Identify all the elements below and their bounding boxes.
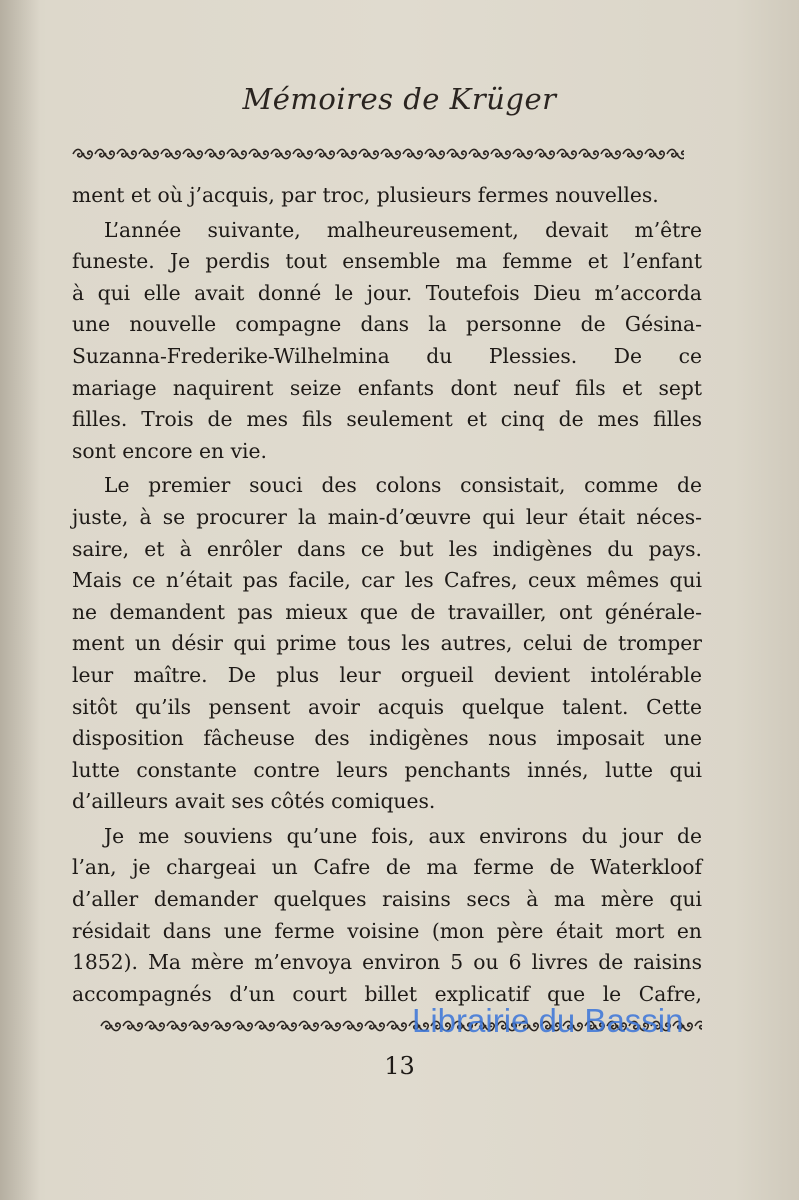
ornament-vine-icon xyxy=(72,146,684,162)
paragraph xyxy=(72,470,702,818)
text-line: Mais ce n’était pas facile, car les Cafres, ceux mêmes qui xyxy=(72,568,702,593)
text-line: Je me souviens qu’une fois, aux environs du jour de xyxy=(104,823,702,848)
text-line: lutte constante contre leurs penchants innés, lutte qui xyxy=(72,757,702,782)
watermark: Librairie du Bassin xyxy=(412,1002,684,1039)
text-line: l’an, je chargeai un Cafre de ma ferme de Waterkloof xyxy=(72,855,702,880)
paragraph xyxy=(72,180,702,212)
text-line: funeste. Je perdis tout ensemble ma femme et l’enfant xyxy=(72,249,702,274)
paragraph xyxy=(72,821,702,1011)
paragraph xyxy=(72,215,702,468)
text-line: ment et où j’acquis, par troc, plusieurs fermes nouvelles. xyxy=(72,183,659,207)
text-line: sitôt qu’ils pensent avoir acquis quelque talent. Cette xyxy=(72,694,702,719)
text-line: 1852). Ma mère m’envoya environ 5 ou 6 livres de raisins xyxy=(72,950,702,975)
text-line: d’aller demander quelques raisins secs à ma mère qui xyxy=(72,887,702,912)
text-line: disposition fâcheuse des indigènes nous imposait une xyxy=(72,726,702,751)
text-line: ment un désir qui prime tous les autres, celui de tromper xyxy=(72,631,702,656)
running-title: Mémoires de Krüger xyxy=(242,82,557,116)
text-line: mariage naquirent seize enfants dont neuf fils et sept xyxy=(72,375,702,400)
text-line: d’ailleurs avait ses côtés comiques. xyxy=(72,789,436,814)
text-line: accompagnés d’un court billet explicatif que le Cafre, xyxy=(72,981,702,1006)
page-number: 13 xyxy=(384,1052,415,1080)
text-line: Le premier souci des colons consistait, comme de xyxy=(104,473,702,498)
text-line: Suzanna-Frederike-Wilhelmina du Plessies. De ce xyxy=(72,343,702,368)
text-line: L’année suivante, malheureusement, devait m’être xyxy=(104,217,702,242)
text-line: résidait dans une ferme voisine (mon père était mort en xyxy=(72,918,702,943)
top-ornamental-rule xyxy=(72,146,684,162)
text-line: sont encore en vie. xyxy=(72,438,267,463)
text-line: filles. Trois de mes fils seulement et cinq de mes filles xyxy=(72,407,702,432)
body-text xyxy=(72,180,702,1010)
text-line: ne demandent pas mieux que de travailler, ont générale- xyxy=(72,599,702,624)
text-line: saire, et à enrôler dans ce but les indigènes du pays. xyxy=(72,536,702,561)
text-line: leur maître. De plus leur orgueil devient intolérable xyxy=(72,662,702,687)
text-line: juste, à se procurer la main-d’œuvre qui leur était néces- xyxy=(72,504,702,529)
gutter-shadow xyxy=(0,0,40,1200)
text-line: à qui elle avait donné le jour. Toutefois Dieu m’accorda xyxy=(72,280,702,305)
text-line: une nouvelle compagne dans la personne de Gésina- xyxy=(72,312,702,337)
